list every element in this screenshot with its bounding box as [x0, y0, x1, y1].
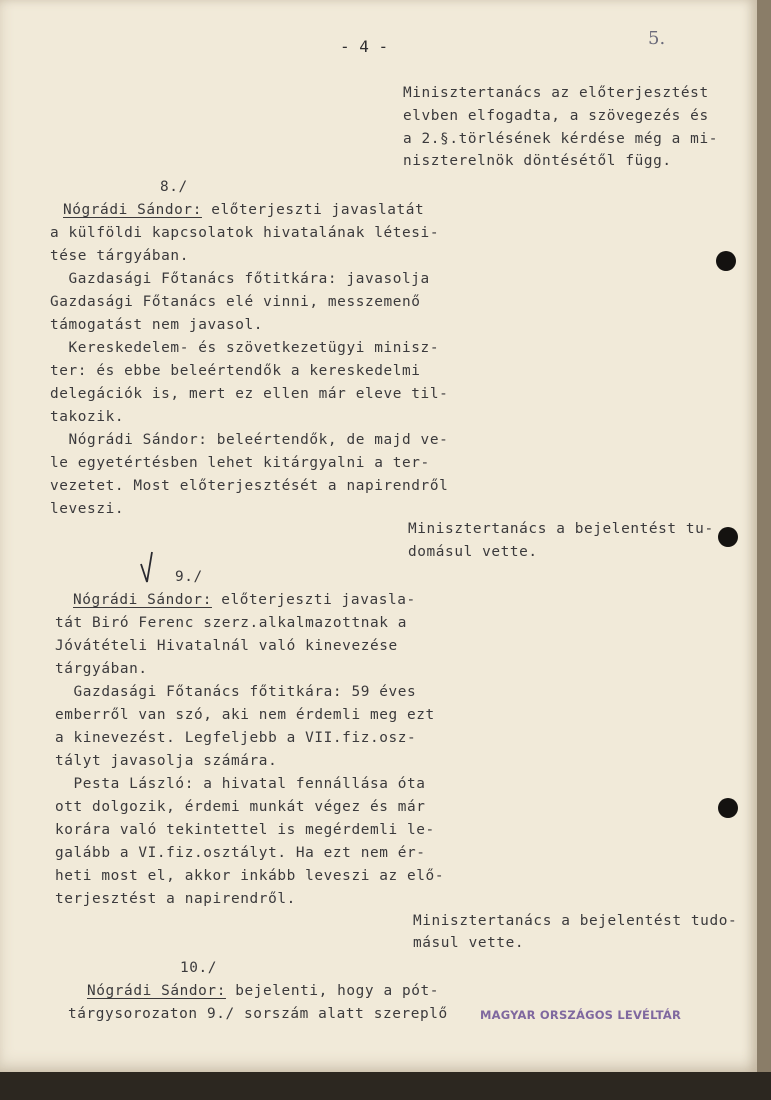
page-edge — [757, 0, 771, 1072]
decision-line: domásul vette. — [408, 544, 538, 560]
body-line: takozik. — [50, 409, 125, 425]
item-first-line — [63, 199, 424, 222]
body-line: Pesta László: a hivatal fennállása óta — [55, 776, 426, 792]
page-number: - 4 - — [340, 37, 389, 56]
body-line: ott dolgozik, érdemi munkát végez és már — [55, 799, 426, 815]
punch-hole — [718, 798, 738, 818]
body-line: tárgysorozaton 9./ sorszám alatt szereplő — [68, 1006, 448, 1022]
item-number: 8./ — [160, 179, 188, 195]
checkmark-icon — [138, 550, 162, 586]
decision-line: niszterelnök döntésétől függ. — [403, 153, 672, 169]
body-line: tárgyában. — [55, 661, 148, 677]
decision-line: Minisztertanács a bejelentést tu- — [408, 521, 714, 537]
body-line: korára való tekintettel is megérdemli le- — [55, 822, 435, 838]
body-line: delegációk is, mert ez ellen már eleve til- — [50, 386, 449, 402]
body-line: ter: és ebbe beleértendők a kereskedelmi — [50, 363, 421, 379]
item-number: 9./ — [175, 569, 203, 585]
body-line: heti most el, akkor inkább leveszi az elő- — [55, 868, 445, 884]
decision-line: elvben elfogadta, a szövegezés és — [403, 108, 709, 124]
archive-stamp: MAGYAR ORSZÁGOS LEVÉLTÁR — [480, 1008, 682, 1022]
body-line: a kinevezést. Legfeljebb a VII.fiz.osz- — [55, 730, 417, 746]
handwritten-page-number: 5. — [648, 28, 666, 49]
body-line: vezetet. Most előterjesztését a napirendről — [50, 478, 449, 494]
body-line: Kereskedelem- és szövetkezetügyi minisz- — [50, 340, 440, 356]
body-line: leveszi. — [50, 501, 125, 517]
decision-line: Minisztertanács a bejelentést tudo- — [413, 913, 738, 929]
item-first-line — [87, 980, 439, 1003]
body-line: galább a VI.fiz.osztályt. Ha ezt nem ér- — [55, 845, 426, 861]
body-line: Nógrádi Sándor: beleértendők, de majd ve- — [50, 432, 449, 448]
body-line: előterjeszti javaslatát — [201, 202, 425, 218]
body-line: tése tárgyában. — [50, 248, 189, 264]
body-line: előterjeszti javasla- — [211, 592, 416, 608]
speaker-name: Nógrádi Sándor: — [73, 592, 212, 608]
punch-hole — [718, 527, 738, 547]
punch-hole — [716, 251, 736, 271]
item-number: 10./ — [180, 960, 218, 976]
body-line: le egyetértésben lehet kitárgyalni a ter- — [50, 455, 430, 471]
body-line: Gazdasági Főtanács elé vinni, messzemenő — [50, 294, 421, 310]
item-first-line — [73, 589, 416, 612]
body-line: tályt javasolja számára. — [55, 753, 278, 769]
body-line: Jóvátételi Hivatalnál való kinevezése — [55, 638, 398, 654]
background-surface — [0, 1072, 771, 1100]
body-line: támogatást nem javasol. — [50, 317, 264, 333]
body-line: emberről van szó, aki nem érdemli meg ezt — [55, 707, 435, 723]
body-line: terjesztést a napirendről. — [55, 891, 296, 907]
body-line: a külföldi kapcsolatok hivatalának létesi- — [50, 225, 440, 241]
body-line: Gazdasági Főtanács főtitkára: javasolja — [50, 271, 430, 287]
body-line: tát Biró Ferenc szerz.alkalmazottnak a — [55, 615, 408, 631]
decision-line: másul vette. — [413, 935, 525, 951]
speaker-name: Nógrádi Sándor: — [87, 983, 226, 999]
speaker-name: Nógrádi Sándor: — [63, 202, 202, 218]
decision-line: Minisztertanács az előterjesztést — [403, 85, 709, 101]
body-line: bejelenti, hogy a pót- — [225, 983, 440, 999]
body-line: Gazdasági Főtanács főtitkára: 59 éves — [55, 684, 417, 700]
decision-line: a 2.§.törlésének kérdése még a mi- — [403, 131, 718, 147]
